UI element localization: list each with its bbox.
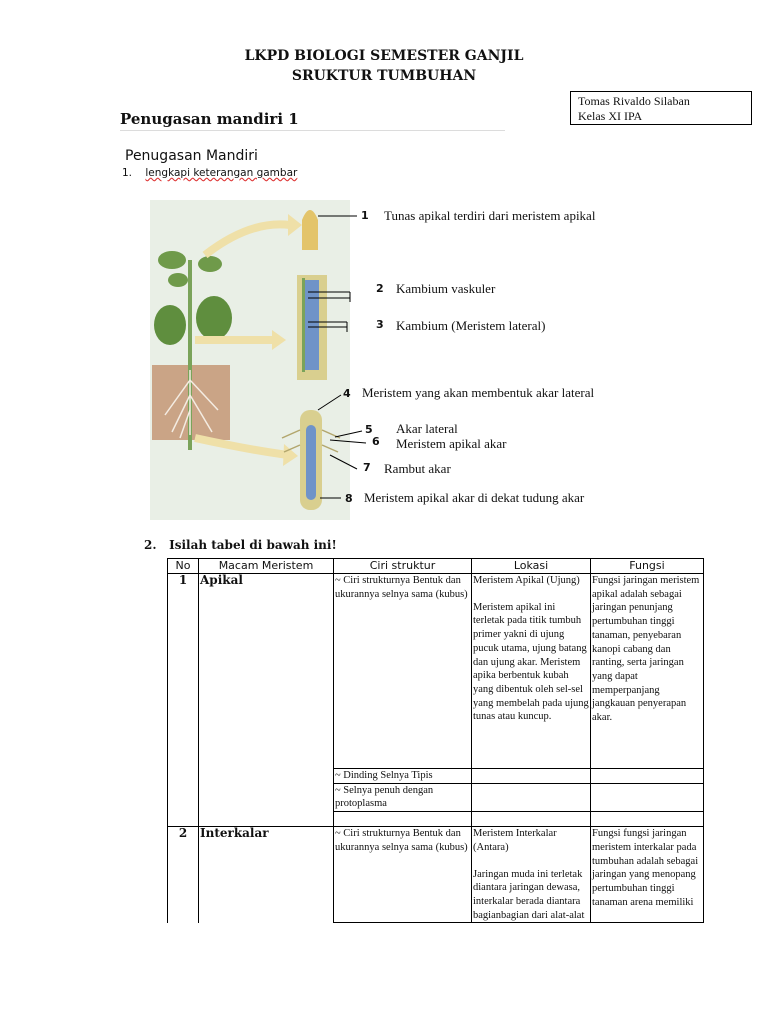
label-5-number: 5 — [365, 423, 373, 436]
label-3-text: Kambium (Meristem lateral) — [396, 318, 546, 333]
task-2-text: Isilah tabel di bawah ini! — [169, 538, 337, 552]
row-1-name: Apikal — [199, 574, 334, 827]
empty-cell — [591, 783, 704, 811]
row-1-lokasi-desc: Meristem apikal ini terletak pada titik tumbuh primer yakni di ujung pucuk utama, ujung batang dan ujung akar. Meristem apika berbentuk kubah yang dibentuk oleh sel-sel yang membelah pada ujung tunas atau kuncup. — [473, 601, 589, 723]
label-1-number: 1 — [361, 209, 369, 222]
student-name: Tomas Rivaldo Silaban — [578, 94, 690, 108]
task-1-text: lengkapi keterangan gambar — [145, 167, 298, 179]
label-7-text: Rambut akar — [384, 461, 451, 476]
row-2-no: 2 — [168, 827, 199, 923]
label-6-text: Meristem apikal akar — [396, 436, 507, 451]
table-row — [168, 827, 704, 923]
student-class: Kelas XI IPA — [578, 109, 643, 123]
table-row — [168, 574, 704, 769]
empty-cell — [591, 812, 704, 827]
row-1-lokasi-title: Meristem Apikal (Ujung) — [473, 575, 580, 586]
header-fungsi: Fungsi — [591, 559, 704, 574]
label-6-number: 6 — [372, 435, 380, 448]
label-7-number: 7 — [363, 461, 371, 474]
empty-cell — [472, 769, 591, 784]
row-2-fungsi: Fungsi fungsi jaringan meristem interkalar pada tumbuhan adalah sebagai jaringan yang menopang pertumbuhan tinggi tanaman arena memiliki — [591, 827, 704, 923]
task-2-number: 2. — [144, 538, 157, 552]
row-1-ciri-1: ~ Ciri strukturnya Bentuk dan ukurannya selnya sama (kubus) — [334, 574, 472, 769]
section-title: Penugasan mandiri 1 — [120, 110, 299, 128]
empty-cell — [472, 812, 591, 827]
header-no: No — [168, 559, 199, 574]
empty-cell — [591, 769, 704, 784]
header-macam-meristem: Macam Meristem — [199, 559, 334, 574]
row-1-no: 1 — [168, 574, 199, 827]
label-2-text: Kambium vaskuler — [396, 281, 496, 296]
document-subtitle: SRUKTUR TUMBUHAN — [291, 68, 477, 84]
row-1-lokasi — [472, 574, 591, 769]
empty-cell — [472, 783, 591, 811]
header-lokasi: Lokasi — [472, 559, 591, 574]
meristem-table — [167, 558, 704, 923]
document-title: LKPD BIOLOGI SEMESTER GANJIL — [244, 48, 524, 64]
label-2-number: 2 — [376, 282, 384, 295]
label-1-text: Tunas apikal terdiri dari meristem apikal — [384, 208, 596, 223]
label-8-number: 8 — [345, 492, 353, 505]
row-2-lokasi-desc: Jaringan muda ini terletak diantara jaringan dewasa, interkalar berada diantara bagianbagian dari alat-alat — [473, 868, 585, 921]
inner-title: Penugasan Mandiri — [125, 148, 258, 164]
row-2-lokasi-title: Meristem Interkalar (Antara) — [473, 828, 557, 853]
row-1-fungsi: Fungsi jaringan meristem apikal adalah sebagai jaringan penunjang pertumbuhan tinggi tanaman, penyebaran kanopi cabang dan ranting, serta jaringan yang dapat memperpanjang jangkauan penyerapan akar. — [591, 574, 704, 769]
label-8-text: Meristem apikal akar di dekat tudung akar — [364, 490, 585, 505]
label-5-text: Akar lateral — [396, 421, 458, 436]
row-1-ciri-2: ~ Dinding Selnya Tipis — [334, 769, 472, 784]
row-1-ciri-3: ~ Selnya penuh dengan protoplasma — [334, 783, 472, 811]
table-header-row — [168, 559, 704, 574]
header-ciri-struktur: Ciri struktur — [334, 559, 472, 574]
label-3-number: 3 — [376, 318, 384, 331]
row-2-ciri-1: ~ Ciri strukturnya Bentuk dan ukurannya selnya sama (kubus) — [334, 827, 472, 923]
empty-cell — [334, 812, 472, 827]
row-2-name: Interkalar — [199, 827, 334, 923]
label-4-number: 4 — [343, 387, 351, 400]
label-4-text: Meristem yang akan membentuk akar lateral — [362, 385, 595, 400]
task-2 — [144, 538, 337, 552]
task-1-number: 1. — [122, 167, 133, 179]
row-2-lokasi — [472, 827, 591, 923]
